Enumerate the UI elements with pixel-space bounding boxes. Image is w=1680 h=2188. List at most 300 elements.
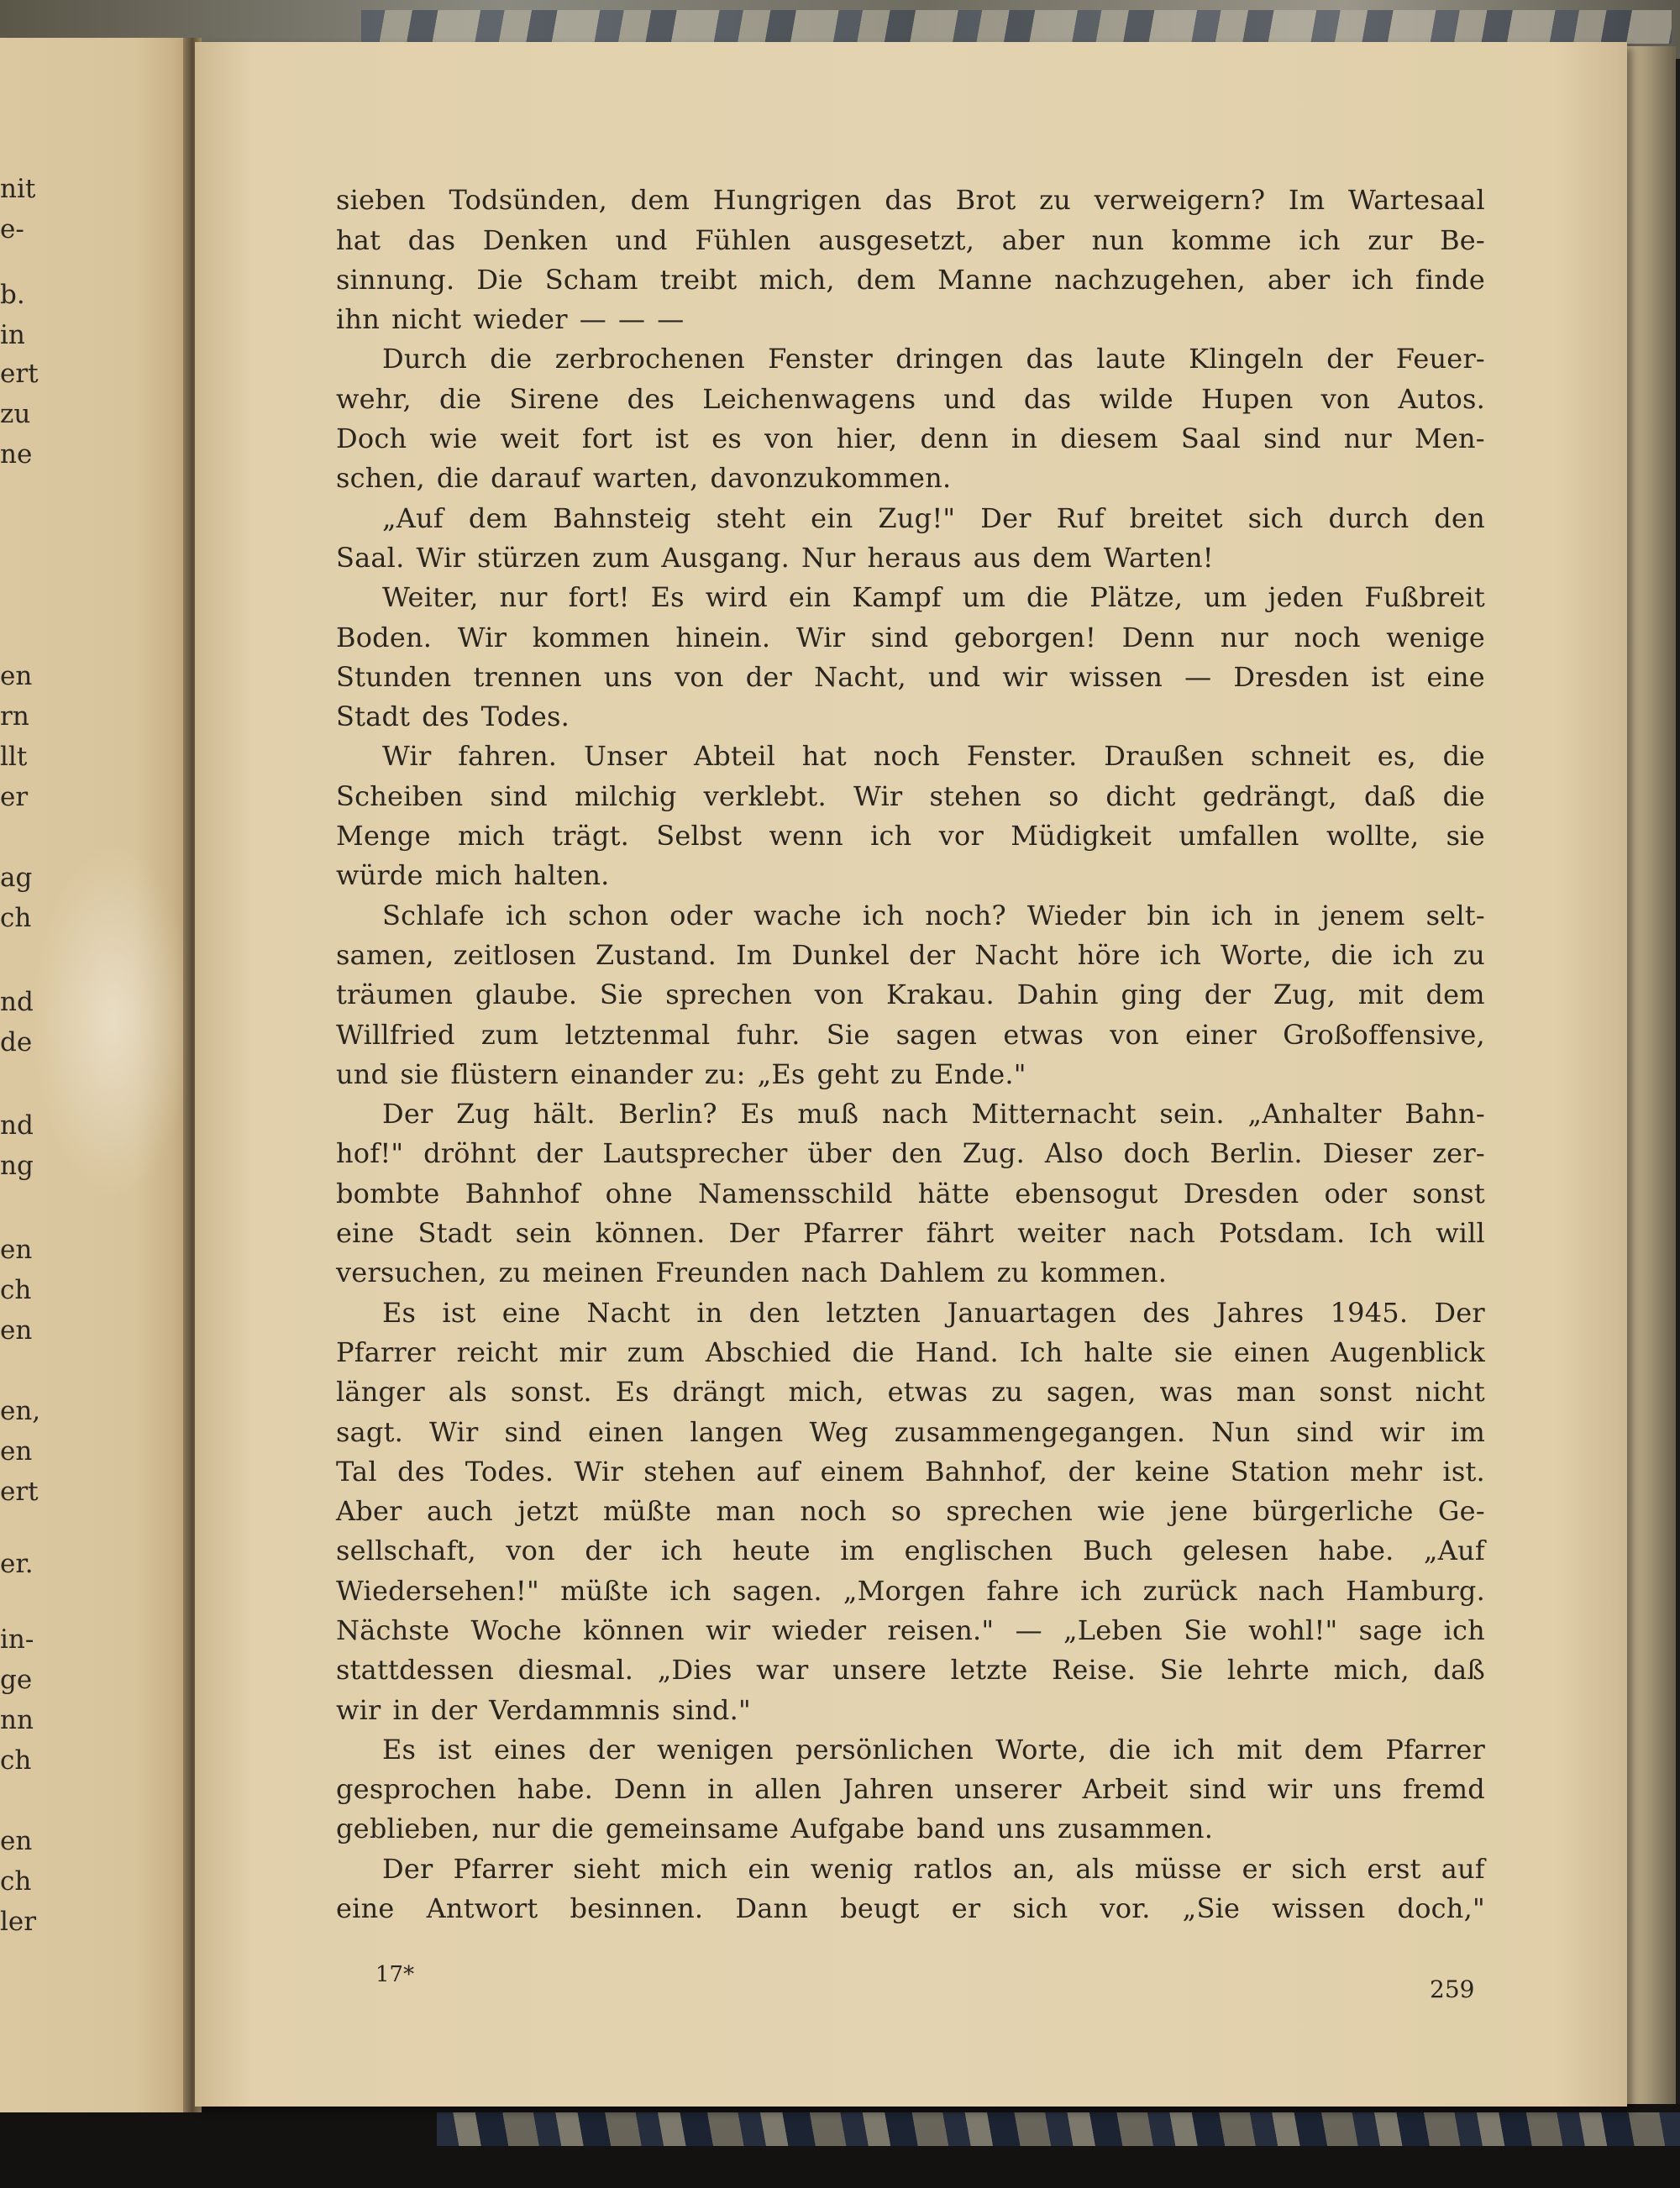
word: nach xyxy=(881,1098,948,1131)
word: von xyxy=(814,979,864,1011)
word: Großoffensive, xyxy=(1283,1018,1485,1051)
word: heraus xyxy=(867,541,962,574)
word: wilde xyxy=(1099,382,1173,415)
word: Hungrigen xyxy=(712,184,862,217)
word: noch xyxy=(1294,621,1361,653)
left-page-fragment: ne xyxy=(0,439,33,470)
word: den xyxy=(891,1137,942,1170)
word: nach xyxy=(1257,1574,1325,1607)
word: Unser xyxy=(583,740,668,773)
word: Abteil xyxy=(693,740,776,773)
word: mich, xyxy=(1333,1654,1410,1687)
word: den xyxy=(748,1296,801,1329)
word: Todes. xyxy=(465,1455,554,1488)
word: Feuer- xyxy=(1395,343,1485,375)
word: Ruf xyxy=(1056,501,1105,534)
word: Aber xyxy=(336,1495,402,1528)
word: die xyxy=(1442,779,1485,812)
word: Nacht xyxy=(974,938,1058,971)
word: stürzen xyxy=(476,541,580,574)
word: des xyxy=(1142,1296,1190,1329)
word: ich xyxy=(1443,1613,1485,1646)
word: Todes. xyxy=(480,700,570,733)
text-line xyxy=(336,1051,1485,1090)
word: Scheiben xyxy=(336,779,464,812)
word: sind xyxy=(1189,1773,1247,1806)
word: nicht xyxy=(1415,1376,1485,1409)
left-page-fragment: e- xyxy=(0,214,24,244)
word: Sie xyxy=(1159,1654,1204,1687)
word: der xyxy=(430,1693,478,1726)
word: jenem xyxy=(1320,899,1405,931)
word: können xyxy=(583,1613,685,1646)
word: Bahnhof xyxy=(465,1177,580,1209)
word: Nächste xyxy=(336,1613,450,1646)
word: hätte xyxy=(917,1177,990,1209)
word: gedrängt, xyxy=(1202,779,1337,812)
word: uns xyxy=(996,1813,1046,1845)
word: in xyxy=(1273,899,1300,931)
left-page-fragment: llt xyxy=(0,742,28,772)
word: ich xyxy=(661,1535,703,1567)
word: Nun xyxy=(1211,1415,1270,1448)
word: Krakau. xyxy=(886,979,995,1011)
word: Der xyxy=(728,1217,780,1250)
word: im xyxy=(840,1535,875,1567)
word: Denn xyxy=(613,1773,687,1806)
word: zusammen. xyxy=(1057,1813,1214,1845)
word: Be- xyxy=(1440,223,1485,256)
word: ich xyxy=(862,899,905,931)
word: nur xyxy=(491,1813,540,1845)
word: persönlichen xyxy=(795,1733,974,1766)
word: um xyxy=(1204,581,1247,614)
word: zeitlosen xyxy=(453,938,576,971)
word: wissen xyxy=(1068,660,1163,693)
word: wenig xyxy=(810,1852,894,1885)
word: darauf xyxy=(491,462,581,495)
word: diesmal. xyxy=(517,1654,634,1687)
word: gesprochen xyxy=(336,1773,496,1806)
word: bombte xyxy=(336,1177,440,1209)
word: warten, xyxy=(592,462,699,495)
word: dem xyxy=(856,263,916,296)
text-line xyxy=(336,1527,1485,1566)
word: finde xyxy=(1415,263,1485,296)
word: noch? xyxy=(925,899,1006,931)
word: muß xyxy=(797,1098,859,1131)
text-line xyxy=(336,852,1485,891)
word: der xyxy=(588,1733,635,1766)
word: Doch xyxy=(336,422,407,455)
word: stattdessen xyxy=(336,1654,495,1687)
text-line xyxy=(336,1249,1485,1288)
word: zurück xyxy=(1142,1574,1237,1607)
word: wir xyxy=(705,1613,751,1646)
word: sagen, xyxy=(1046,1376,1137,1409)
left-page-fragment: er xyxy=(0,782,29,812)
word: einem xyxy=(820,1455,905,1488)
word: drängt xyxy=(672,1376,765,1409)
word: laute xyxy=(1096,343,1166,375)
word: sonst xyxy=(1319,1376,1392,1409)
left-facing-page xyxy=(0,38,193,2112)
word: ratlos xyxy=(913,1852,993,1885)
word: reisen." xyxy=(887,1613,995,1646)
word: einer xyxy=(1185,1018,1257,1051)
word: dem xyxy=(630,184,690,217)
word: und xyxy=(336,1057,389,1090)
left-page-fragment: ch xyxy=(0,1745,32,1776)
word: Weiter, xyxy=(382,581,479,614)
word: mir xyxy=(559,1335,606,1368)
word: — xyxy=(617,303,646,336)
word: wohl!" xyxy=(1248,1613,1338,1646)
word: mit xyxy=(1236,1733,1283,1766)
word: Lautsprecher xyxy=(602,1137,788,1170)
word: Dann xyxy=(735,1892,809,1925)
word: Mitternacht xyxy=(971,1098,1137,1131)
word: sind xyxy=(504,1415,563,1448)
left-page-fragment: de xyxy=(0,1027,33,1057)
word: doch," xyxy=(1397,1892,1485,1925)
word: flüstern xyxy=(450,1057,559,1090)
paragraph xyxy=(336,1844,1485,1924)
word: sprechen xyxy=(665,979,793,1011)
page-edge-stack xyxy=(1625,46,1676,2104)
word: sich xyxy=(1291,1852,1347,1885)
word: gemeinsame xyxy=(605,1813,780,1845)
word: als xyxy=(1075,1852,1115,1885)
word: Weg xyxy=(809,1415,869,1448)
word: Dahin xyxy=(1016,979,1099,1011)
word: hat xyxy=(801,740,847,773)
word: Pfarrer xyxy=(1385,1733,1485,1766)
word: ich xyxy=(1392,938,1435,971)
word: Es xyxy=(650,581,685,614)
word: geborgen! xyxy=(953,621,1097,653)
word: ging xyxy=(1121,979,1183,1011)
word: dicht xyxy=(1105,779,1176,812)
text-line xyxy=(336,1169,1485,1209)
word: Kampf xyxy=(852,581,942,614)
word: letzte xyxy=(950,1654,1028,1687)
text-line xyxy=(336,1368,1485,1408)
word: sein. xyxy=(1159,1098,1225,1131)
word: auf xyxy=(1441,1852,1485,1885)
word: habe. xyxy=(1318,1535,1394,1567)
word: heute xyxy=(732,1535,811,1567)
word: dem xyxy=(468,501,528,534)
word: hält. xyxy=(533,1098,596,1131)
paragraph xyxy=(336,176,1485,335)
word: fort xyxy=(581,422,633,455)
word: Autos. xyxy=(1398,382,1485,415)
word: mich, xyxy=(759,263,835,296)
word: zusammengegangen. xyxy=(894,1415,1186,1448)
word: Zug, xyxy=(1273,979,1336,1011)
text-line xyxy=(336,1288,1485,1328)
word: dem xyxy=(1425,979,1485,1011)
left-page-fragment: nd xyxy=(0,987,34,1017)
word: eine xyxy=(336,1892,395,1925)
word: diesem xyxy=(1060,422,1158,455)
paragraph xyxy=(336,1288,1485,1725)
word: sich xyxy=(1012,1892,1068,1925)
word: Fühlen xyxy=(695,223,791,256)
word: dringen xyxy=(895,343,1004,375)
word: können. xyxy=(595,1217,706,1250)
left-page-fragment: ch xyxy=(0,903,32,933)
word: Draußen xyxy=(1104,740,1225,773)
left-page-fragment: er. xyxy=(0,1549,34,1579)
left-page-fragment: ert xyxy=(0,359,39,389)
paragraph xyxy=(336,494,1485,574)
left-page-fragment: in- xyxy=(0,1624,34,1655)
word: halten. xyxy=(513,859,610,892)
left-page-fragment: ag xyxy=(0,863,33,893)
text-line xyxy=(336,1329,1485,1368)
word: Ausgang. xyxy=(661,541,790,574)
word: ich xyxy=(1080,1574,1122,1607)
page-body-text xyxy=(336,176,1485,1924)
word: daß xyxy=(1433,1654,1485,1687)
word: Es xyxy=(615,1376,649,1409)
text-line xyxy=(336,1844,1485,1884)
left-page-fragment: en, xyxy=(0,1396,41,1426)
word: Sie xyxy=(599,979,643,1011)
word: und xyxy=(943,382,996,415)
word: eine xyxy=(336,1217,395,1250)
word: reicht xyxy=(456,1335,538,1368)
word: oder xyxy=(669,899,732,931)
word: Im xyxy=(735,938,773,971)
word: wehr, xyxy=(336,382,412,415)
text-line xyxy=(336,1607,1485,1646)
page-number: 259 xyxy=(1430,1975,1475,2003)
text-line xyxy=(336,534,1485,574)
left-page-fragment: ge xyxy=(0,1665,33,1695)
word: nicht xyxy=(391,303,462,336)
word: die xyxy=(1109,1733,1152,1766)
word: mich xyxy=(660,1852,728,1885)
word: aber xyxy=(1267,263,1331,296)
word: zu xyxy=(991,1376,1023,1409)
text-line xyxy=(336,375,1485,414)
word: noch xyxy=(800,1495,867,1528)
word: Stadt xyxy=(417,1217,492,1250)
text-line xyxy=(336,1646,1485,1686)
word: Es xyxy=(382,1733,417,1766)
word: wieder xyxy=(771,1613,867,1646)
word: wieder xyxy=(473,303,568,336)
word: 1945. xyxy=(1330,1296,1409,1329)
word: jene xyxy=(1169,1495,1229,1528)
word: des xyxy=(397,1455,445,1488)
word: die xyxy=(1026,581,1069,614)
word: das xyxy=(1026,343,1074,375)
left-page-fragment: en xyxy=(0,1436,33,1467)
word: doch xyxy=(1123,1137,1190,1170)
word: und xyxy=(927,660,981,693)
book-cover-bottom xyxy=(0,2104,1680,2188)
word: wir xyxy=(336,1693,381,1726)
word: unserer xyxy=(954,1773,1062,1806)
word: nur xyxy=(499,581,548,614)
word: komme xyxy=(1171,223,1272,256)
word: Denn xyxy=(1121,621,1195,653)
word: halte xyxy=(1084,1335,1153,1368)
word: wissen xyxy=(1272,1892,1366,1925)
word: ausgesetzt, xyxy=(818,223,975,256)
text-line xyxy=(336,1488,1485,1527)
word: ich xyxy=(505,899,548,931)
word: erst xyxy=(1367,1852,1421,1885)
word: breitet xyxy=(1129,501,1223,534)
word: Namensschild xyxy=(697,1177,893,1209)
word: um xyxy=(962,581,1006,614)
word: sinnung. xyxy=(336,263,455,296)
word: sind." xyxy=(672,1693,751,1726)
word: er xyxy=(1242,1852,1272,1885)
word: von xyxy=(675,660,724,693)
word: sie xyxy=(400,1057,439,1090)
left-page-fragment: ng xyxy=(0,1151,34,1181)
word: ihn xyxy=(336,303,381,336)
word: Pfarrer xyxy=(336,1335,436,1368)
word: der xyxy=(536,1137,583,1170)
word: davonzukommen. xyxy=(710,462,952,495)
word: Station xyxy=(1230,1455,1330,1488)
word: länger xyxy=(336,1376,425,1409)
word: fort! xyxy=(568,581,630,614)
word: Aufgabe xyxy=(790,1813,906,1845)
word: Wir xyxy=(416,541,465,574)
word: Stunden xyxy=(336,660,452,693)
word: Zustand. xyxy=(595,938,717,971)
word: Pfarrer xyxy=(802,1217,903,1250)
word: den xyxy=(1434,501,1485,534)
word: Der xyxy=(382,1852,433,1885)
word: das xyxy=(1023,382,1072,415)
word: ein xyxy=(811,501,853,534)
word: Abschied xyxy=(705,1335,832,1368)
left-page-fragment: ler xyxy=(0,1907,37,1937)
text-line xyxy=(336,1130,1485,1169)
word: fahre xyxy=(986,1574,1060,1607)
left-page-fragment: en xyxy=(0,1235,33,1265)
word: der xyxy=(908,938,956,971)
word: es xyxy=(711,422,742,455)
text-line xyxy=(336,494,1485,533)
word: ich xyxy=(1299,223,1341,256)
word: der xyxy=(1326,343,1373,375)
word: jeden xyxy=(1268,581,1344,614)
left-page-fragment: b. xyxy=(0,280,25,310)
word: englischen xyxy=(904,1535,1053,1567)
word: er xyxy=(951,1892,981,1925)
word: Wir xyxy=(457,621,507,653)
word: Es xyxy=(740,1098,774,1131)
word: Manne xyxy=(937,263,1033,296)
word: Dresden xyxy=(1233,660,1350,693)
word: sonst. xyxy=(510,1376,592,1409)
word: Bahnsteig xyxy=(553,501,691,534)
word: wenn xyxy=(769,820,843,853)
word: nur xyxy=(1343,422,1392,455)
word: zur xyxy=(1368,223,1413,256)
word: Fenster. xyxy=(966,740,1078,773)
paragraph xyxy=(336,574,1485,732)
word: Pfarrer xyxy=(453,1852,554,1885)
word: sind xyxy=(1263,422,1321,455)
word: wir xyxy=(1379,1415,1425,1448)
word: fahren. xyxy=(458,740,558,773)
word: Sirene xyxy=(509,382,600,415)
word: einander xyxy=(570,1057,693,1090)
word: Willfried xyxy=(336,1018,455,1051)
word: etwas xyxy=(887,1376,969,1409)
word: kommen. xyxy=(1040,1257,1168,1289)
word: Dahlem xyxy=(879,1257,985,1289)
cover-pattern-bottom xyxy=(437,2112,1680,2146)
word: Hamburg. xyxy=(1346,1574,1485,1607)
word: auf xyxy=(756,1455,801,1488)
word: noch xyxy=(873,740,940,773)
text-line xyxy=(336,1726,1485,1766)
text-line xyxy=(336,693,1485,732)
text-line xyxy=(336,1686,1485,1725)
word: so xyxy=(1048,779,1079,812)
text-line xyxy=(336,216,1485,255)
word: stehen xyxy=(929,779,1022,812)
left-page-fragment: ch xyxy=(0,1275,32,1305)
left-page-fragment: ch xyxy=(0,1866,32,1897)
word: Saal. xyxy=(336,541,405,574)
word: wie xyxy=(429,422,478,455)
word: „Leben xyxy=(1063,1613,1163,1646)
word: Worte, xyxy=(1221,938,1312,971)
word: besinnen. xyxy=(570,1892,704,1925)
word: der xyxy=(1204,979,1252,1011)
word: versuchen, xyxy=(336,1257,487,1289)
word: die xyxy=(1442,740,1485,773)
word: Zug xyxy=(456,1098,511,1131)
word: Klingeln xyxy=(1189,343,1304,375)
left-page-fragment: rn xyxy=(0,701,29,732)
word: Der xyxy=(382,1098,433,1131)
text-line xyxy=(336,176,1485,216)
text-line xyxy=(336,613,1485,653)
word: wie xyxy=(1097,1495,1146,1528)
word: sage xyxy=(1358,1613,1423,1646)
word: müsse xyxy=(1134,1852,1222,1885)
word: von xyxy=(764,422,814,455)
word: Schlafe xyxy=(382,899,485,931)
word: aber xyxy=(1001,223,1065,256)
word: letzten xyxy=(826,1296,921,1329)
word: Fenster xyxy=(768,343,874,375)
left-page-fragment: en xyxy=(0,661,33,691)
word: Saal xyxy=(1180,422,1242,455)
word: band xyxy=(916,1813,985,1845)
word: Selbst xyxy=(656,820,743,853)
text-line xyxy=(336,415,1485,454)
word: Leichenwagens xyxy=(702,382,916,415)
word: nur xyxy=(1220,621,1268,653)
word: des xyxy=(627,382,675,415)
text-line xyxy=(336,653,1485,693)
